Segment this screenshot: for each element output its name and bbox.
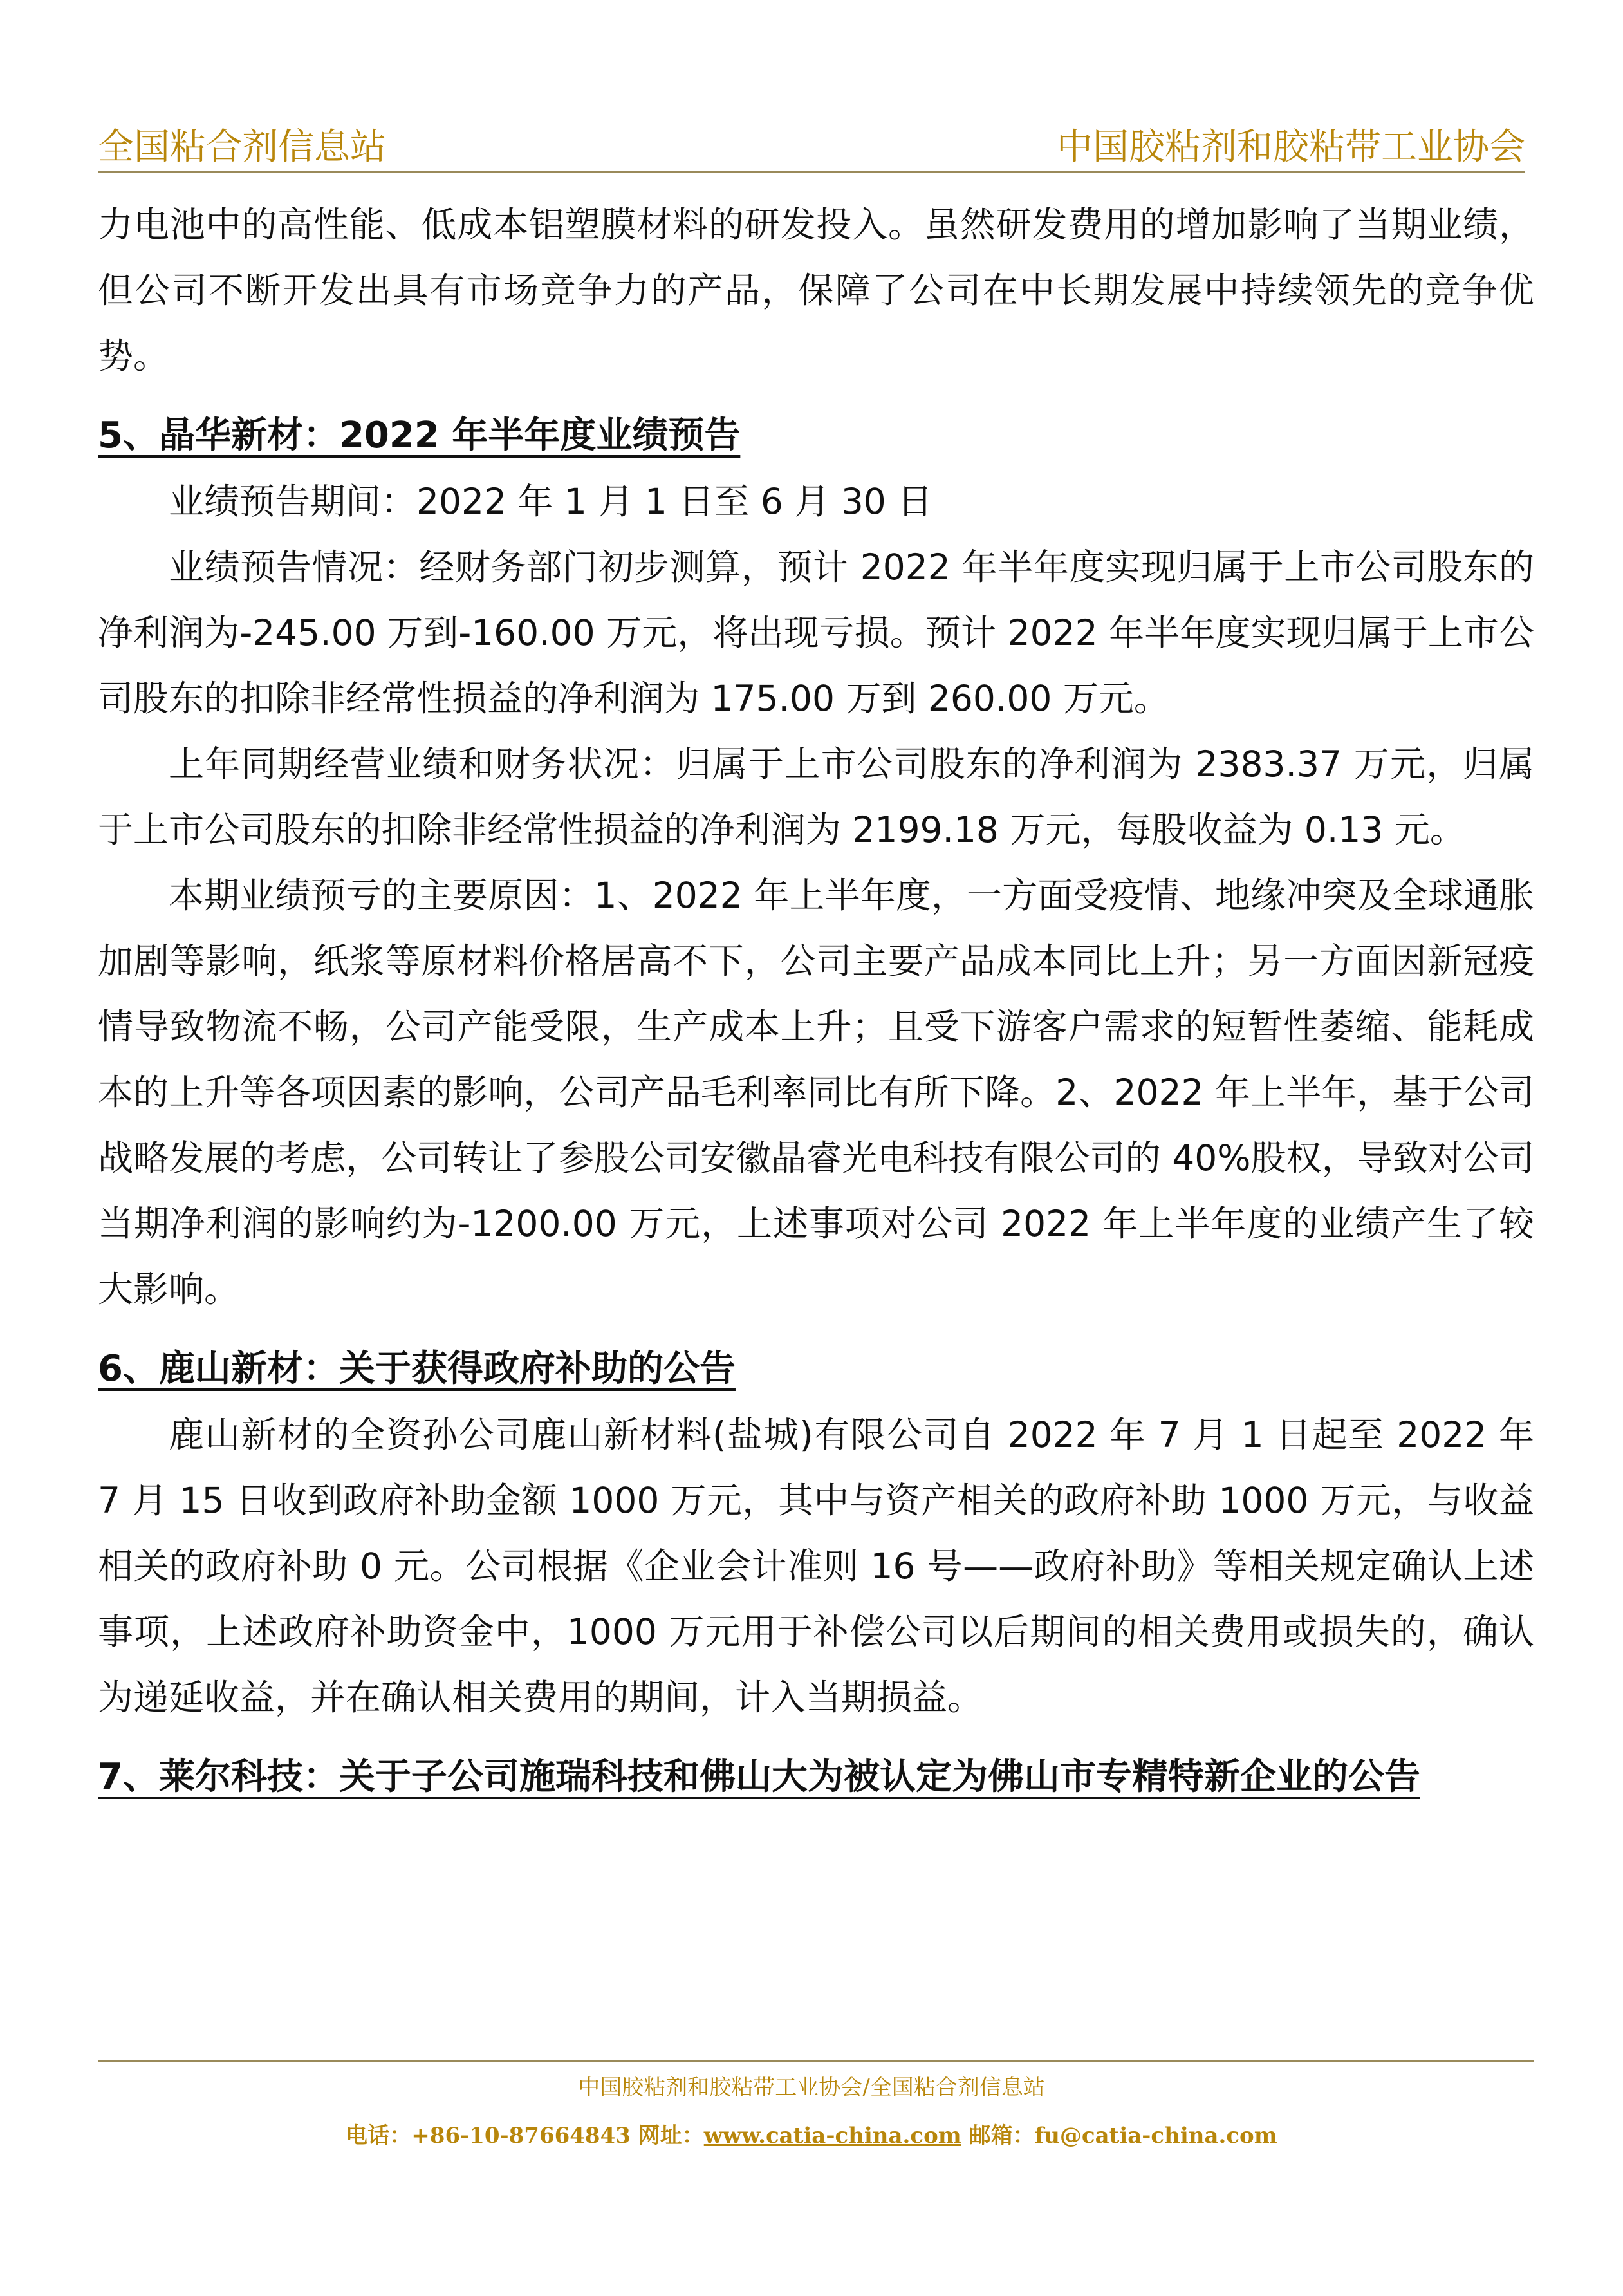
footer-organization: 中国胶粘剂和胶粘带工业协会/全国粘合剂信息站 — [578, 2075, 1045, 2100]
header-right-title: 中国胶粘剂和胶粘带工业协会 — [1057, 126, 1525, 169]
footer-contact — [0, 2118, 1623, 2149]
page-header — [98, 116, 1525, 173]
intro-paragraph: 力电池中的高性能、低成本铝塑膜材料的研发投入。虽然研发费用的增加影响了当期业绩，但公司不断开发出具有市场竞争力的产品，保障了公司在中长期发展中持续领先的竞争优势。 — [98, 204, 1534, 377]
footer-divider — [98, 2060, 1534, 2062]
footer-email: 邮箱：fu@catia-china.com — [961, 2123, 1277, 2149]
section-5-reasons: 本期业绩预亏的主要原因：1、2022 年上半年度，一方面受疫情、地缘冲突及全球通胀加剧等影响，纸浆等原材料价格居高不下，公司主要产品成本同比上升；另一方面因新冠疫情导致物流不畅，公司产能受限，生产成本上升；且受下游客户需求的短暂性萎缩、能耗成本的上升等各项因素的影响，公司产品毛利率同比有所下降。2、2022 年上半年，基于公司战略发展的考虑，公司转让了参股公司安徽晶睿光电科技有限公司的 40%股权，导致对公司当期净利润的影响约为-1200.00 万元，上述事项对公司 2022 年上半年度的业绩产生了较大影响。 — [98, 875, 1534, 1310]
section-7-title: 7、莱尔科技：关于子公司施瑞科技和佛山大为被认定为佛山市专精特新企业的公告 — [98, 1756, 1420, 1798]
section-6-title: 6、鹿山新材：关于获得政府补助的公告 — [98, 1348, 736, 1390]
header-left-title: 全国粘合剂信息站 — [98, 126, 386, 169]
section-7-heading — [98, 1744, 1534, 1810]
section-5-last-year: 上年同期经营业绩和财务状况：归属于上市公司股东的净利润为 2383.37 万元，归属于上市公司股东的扣除非经常性损益的净利润为 2199.18 万元，每股收益为 0.13 元。 — [98, 743, 1534, 850]
section-5-period: 业绩预告期间：2022 年 1 月 1 日至 6 月 30 日 — [169, 481, 933, 522]
section-5-forecast: 业绩预告情况：经财务部门初步测算，预计 2022 年半年度实现归属于上市公司股东的净利润为-245.00 万到-160.00 万元，将出现亏损。预计 2022 年半年度实现归属于上市公司股东的扣除非经常性损益的净利润为 175.00 万到 260.00 万元。 — [98, 546, 1534, 719]
section-5-title: 5、晶华新材：2022 年半年度业绩预告 — [98, 415, 741, 456]
section-6-paragraph: 鹿山新材的全资孙公司鹿山新材料(盐城)有限公司自 2022 年 7 月 1 日起至 2022 年 7 月 15 日收到政府补助金额 1000 万元，其中与资产相关的政府补助 1000 万元，与收益相关的政府补助 0 元。公司根据《企业会计准则 16 号——政府补助》等相关规定确认上述事项，上述政府补助资金中，1000 万元用于补偿公司以后期间的相关费用或损失的，确认为递延收益，并在确认相关费用的期间，计入当期损益。 — [98, 1414, 1534, 1718]
document-body — [98, 192, 1534, 1810]
section-6-heading — [98, 1336, 1534, 1402]
footer-website-link[interactable]: www.catia-china.com — [703, 2123, 961, 2149]
section-5-heading — [98, 403, 1534, 469]
footer-phone: 电话：+86-10-87664843 网址： — [346, 2123, 704, 2149]
